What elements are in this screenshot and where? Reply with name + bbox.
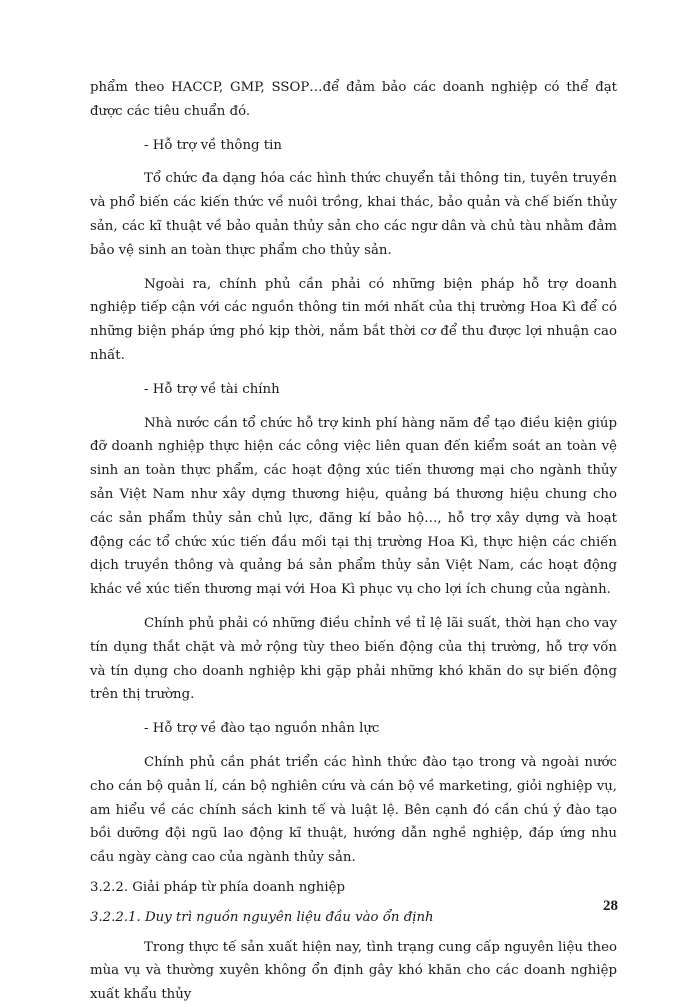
heading-finance-support: - Hỗ trợ về tài chính bbox=[144, 381, 280, 397]
paragraph-haccp: phẩm theo HACCP, GMP, SSOP…để đảm bảo các doanh nghiệp có thể đạt được các tiêu chuẩn đó. bbox=[90, 80, 617, 119]
paragraph-last: Trong thực tế sản xuất hiện nay, tình trạng cung cấp nguyên liệu theo mùa vụ và thường xuyên không ổn định gây khó khăn cho các doanh nghiệp xuất khẩu thủy bbox=[90, 939, 617, 1003]
paragraph-info-1: Tổ chức đa dạng hóa các hình thức chuyển tải thông tin, tuyên truyền và phổ biến các kiến thức về nuôi trồng, khai thác, bảo quản và chế biến thủy sản, các kĩ thuật về bảo quản thủy sản cho các ngư dân và chủ tàu nhằm đảm bảo vệ sinh an toàn thực phẩm cho thủy sản. bbox=[90, 171, 617, 258]
paragraph-finance-1: Nhà nước cần tổ chức hỗ trợ kinh phí hàng năm để tạo điều kiện giúp đỡ doanh nghiệp thực hiện các công việc liên quan đến kiểm soát an toàn vệ sinh an toàn thực phẩm, các hoạt động xúc tiến thương mại cho ngành thủy sản Việt Nam như xây dựng thương hiệu, quảng bá thương hiệu chung cho các sản phẩm thủy sản chủ lực, đăng kí bảo hộ…, hỗ trợ xây dựng và hoạt động các tổ chức xúc tiến đầu mối tại thị trường Hoa Kì, thực hiện các chiến dịch truyền thông và quảng bá sản phẩm thủy sản Việt Nam, các hoạt động khác về xúc tiến thương mại với Hoa Kì phục vụ cho lợi ích chung của ngành. bbox=[90, 415, 617, 598]
heading-hr-support: - Hỗ trợ về đào tạo nguồn nhân lực bbox=[144, 721, 380, 737]
body-text bbox=[90, 76, 617, 1007]
section-heading-3221: 3.2.2.1. Duy trì nguồn nguyên liệu đầu vào ổn định bbox=[90, 909, 434, 925]
paragraph-info-2: Ngoài ra, chính phủ cần phải có những biện pháp hỗ trợ doanh nghiệp tiếp cận với các nguồn thông tin mới nhất của thị trường Hoa Kì để có những biện pháp ứng phó kịp thời, nắm bắt thời cơ để thu được lợi nhuận cao nhất. bbox=[90, 276, 617, 363]
page-number: 28 bbox=[603, 898, 618, 914]
heading-info-support: - Hỗ trợ về thông tin bbox=[144, 137, 282, 153]
section-heading-322: 3.2.2. Giải pháp từ phía doanh nghiệp bbox=[90, 879, 345, 895]
paragraph-hr-1: Chính phủ cần phát triển các hình thức đào tạo trong và ngoài nước cho cán bộ quản lí, cán bộ nghiên cứu và cán bộ về marketing, giỏi nghiệp vụ, am hiểu về các chính sách kinh tế và luật lệ. Bên cạnh đó cần chú ý đào tạo bồi dưỡng đội ngũ lao động kĩ thuật, hướng dẫn nghề nghiệp, đáp ứng nhu cầu ngày càng cao của ngành thủy sản. bbox=[90, 754, 617, 866]
paragraph-finance-2: Chính phủ phải có những điều chỉnh về tỉ lệ lãi suất, thời hạn cho vay tín dụng thắt chặt và mở rộng tùy theo biến động của thị trường, hỗ trợ vốn và tín dụng cho doanh nghiệp khi gặp phải những khó khăn do sự biến động trên thị trường. bbox=[90, 615, 617, 703]
